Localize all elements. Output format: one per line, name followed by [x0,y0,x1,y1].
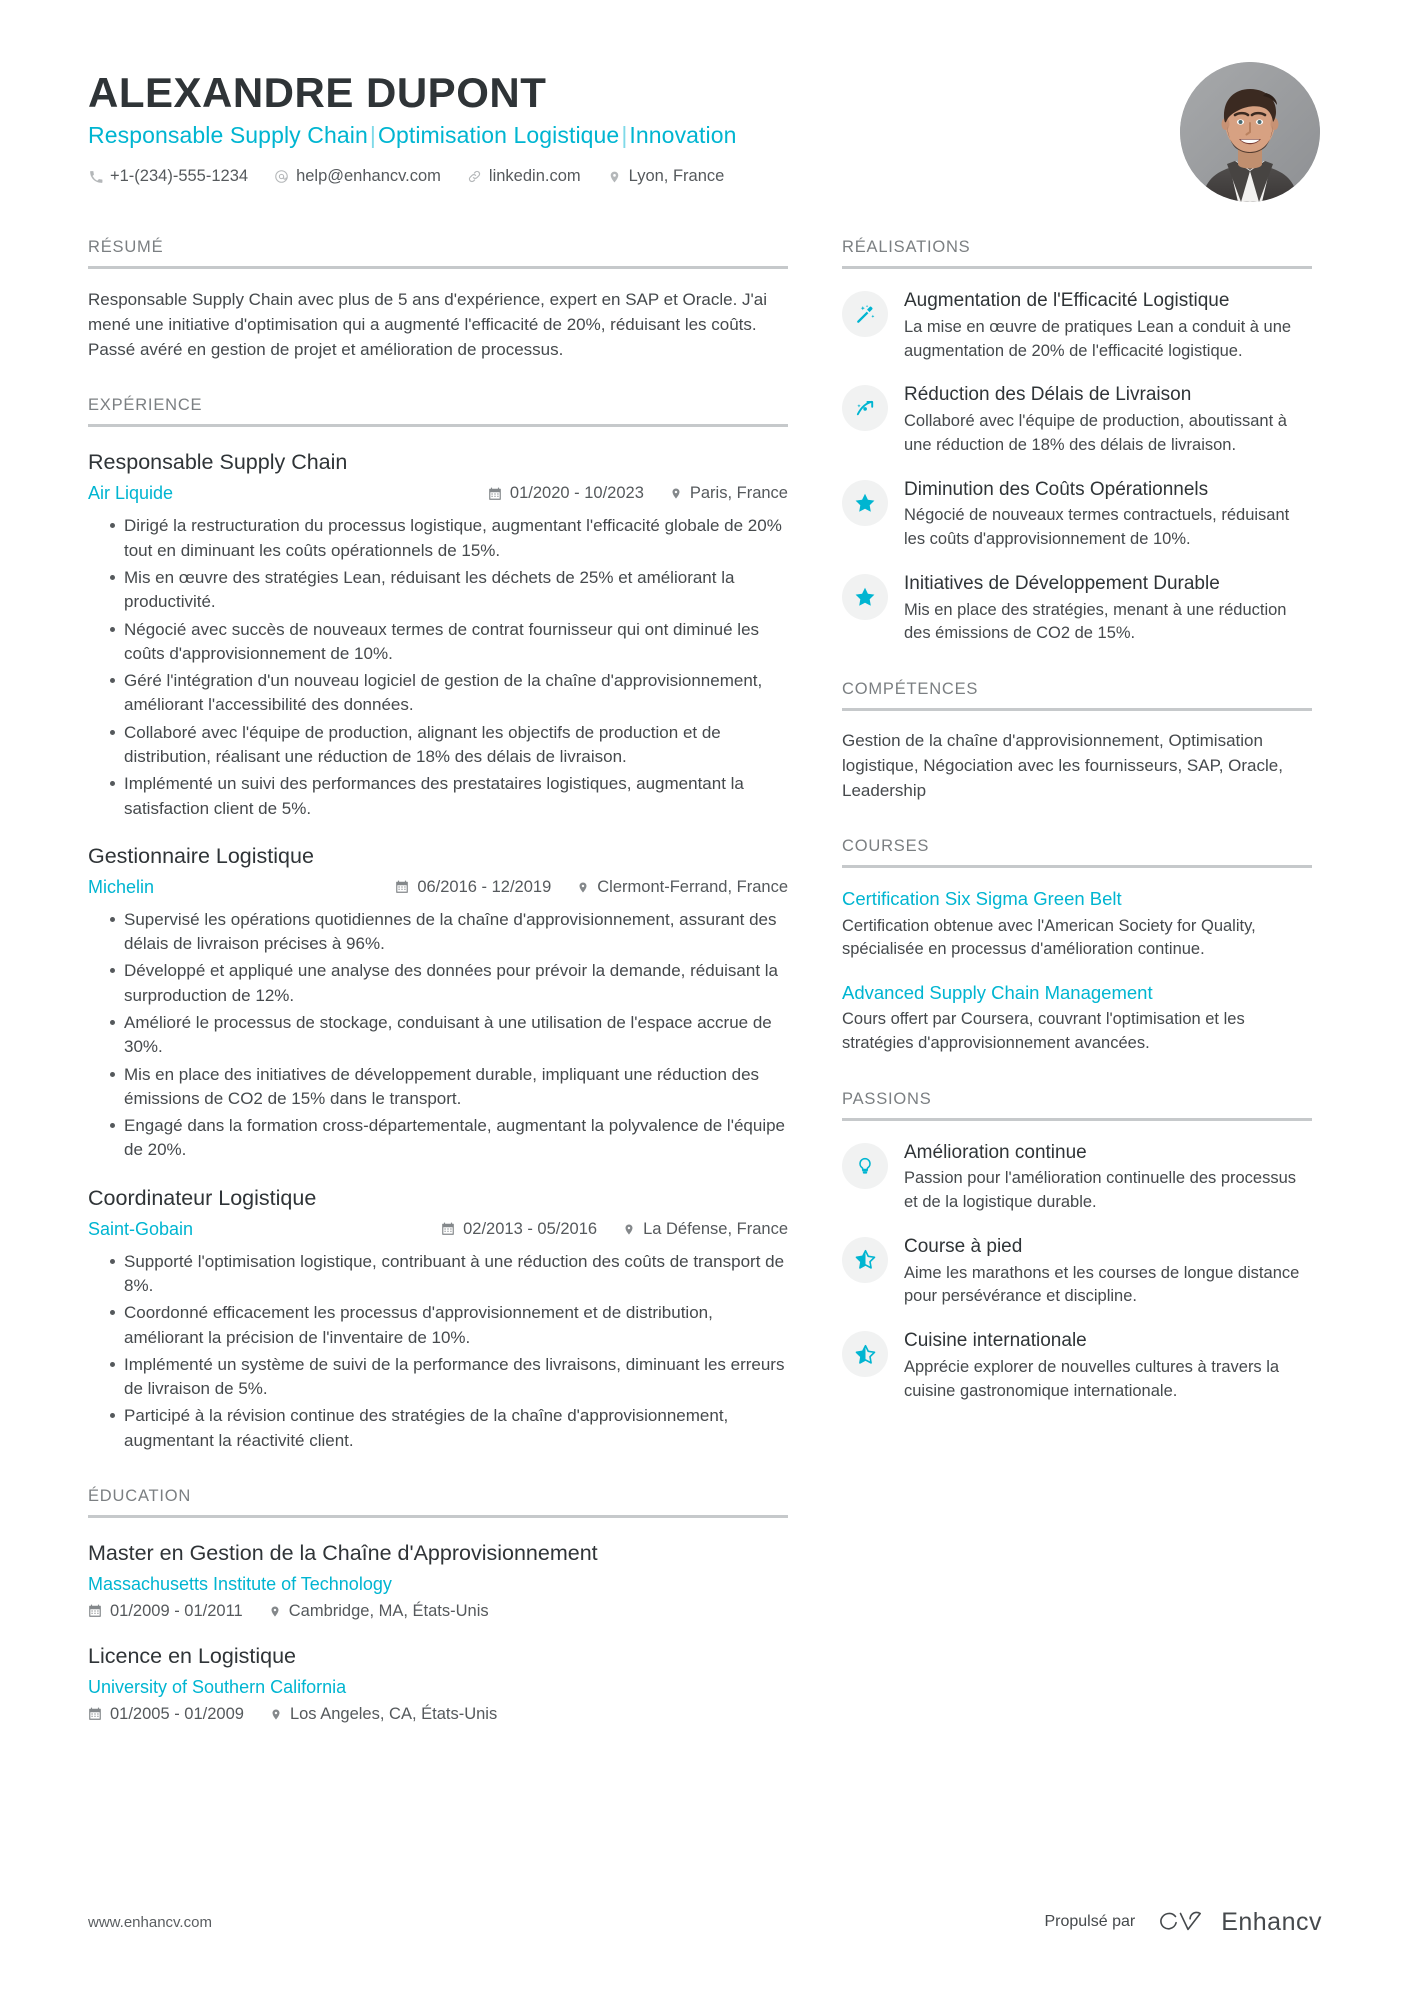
contact-location[interactable] [607,167,725,186]
contact-location-text: Lyon, France [628,167,725,186]
phone-icon [88,169,103,185]
achievement-description: La mise en œuvre de pratiques Lean a conduit à une augmentation de 20% de l'efficacité logistique. [904,317,1292,360]
education-location-text: Los Angeles, CA, États-Unis [289,1704,498,1723]
headline-part-2: Optimisation Logistique [377,122,620,149]
list-item: Dirigé la restructuration du processus logistique, augmentant l'efficacité globale de 20% tout en diminuant les coûts opérationnels de 15%. [110,514,788,563]
section-courses [842,837,1312,1055]
education-meta [88,1602,788,1621]
enhancv-logo [1153,1907,1322,1937]
calendar-icon [488,487,502,501]
passion-description: Apprécie explorer de nouvelles cultures à travers la cuisine gastronomique internationale. [904,1357,1280,1400]
contact-email[interactable] [274,167,441,186]
list-item: Géré l'intégration d'un nouveau logiciel de gestion de la chaîne d'approvisionnement, améliorant l'accessibilité des données. [110,669,788,718]
professional-headline [88,122,737,149]
education-location [270,1705,497,1724]
achievement-item [842,383,1312,457]
education-meta [88,1705,788,1724]
company-name[interactable]: Saint-Gobain [88,1218,194,1239]
header-left [88,62,737,186]
course-item [842,887,1312,962]
avatar [1180,62,1320,202]
contact-link-text: linkedin.com [488,167,581,186]
skills-text: Gestion de la chaîne d'approvisionnement, Optimisation logistique, Négociation avec les fournisseurs, SAP, Oracle, Leadership [842,731,1283,801]
education-dates-text: 01/2005 - 01/2009 [110,1704,244,1723]
job-title: Responsable Supply Chain [88,450,348,475]
headline-part-3: Innovation [629,122,737,149]
star-icon [842,574,888,620]
powered-by-label: Propulsé par [1044,1913,1136,1930]
achievement-body [904,478,1312,552]
section-title-summary: RÉSUMÉ [88,238,788,269]
experience-entry [88,1185,788,1453]
enhancv-wordmark: Enhancv [1221,1907,1322,1936]
achievement-description: Mis en place des stratégies, menant à une réduction des émissions de CO2 de 15%. [904,600,1287,643]
section-achievements [842,238,1312,646]
achievement-heading: Initiatives de Développement Durable [904,572,1220,594]
resume-header [88,62,1322,202]
achievement-heading: Diminution des Coûts Opérationnels [904,478,1209,500]
footer-branding [1044,1907,1322,1937]
link-icon [467,169,482,185]
education-location [269,1602,489,1621]
resume-body [88,238,1322,1724]
job-title: Gestionnaire Logistique [88,843,314,868]
half-star-icon [842,1237,888,1283]
job-dates [441,1220,597,1239]
job-meta [88,1219,788,1240]
list-item: Collaboré avec l'équipe de production, alignant les objectifs de production et de distribution, réalisant une réduction de 18% des délais de livraison. [110,721,788,770]
list-item: Mis en place des initiatives de développement durable, impliquant une réduction des émissions de CO2 de 15% dans le transport. [110,1063,788,1112]
course-name[interactable]: Certification Six Sigma Green Belt [842,888,1122,910]
location-icon [623,1222,635,1237]
section-title-skills: COMPÉTENCES [842,680,1312,711]
job-location-text: La Défense, France [643,1219,788,1238]
left-column [88,238,788,1724]
right-column [842,238,1312,1403]
job-dates-text: 01/2020 - 10/2023 [509,484,644,503]
section-education [88,1487,788,1724]
page-footer [88,1907,1322,1937]
location-icon [270,1707,282,1722]
passion-item [842,1235,1312,1309]
education-dates-text: 01/2009 - 01/2011 [110,1601,243,1620]
job-bullets [88,514,788,821]
passion-item [842,1141,1312,1215]
job-title: Coordinateur Logistique [88,1185,317,1210]
headline-part-1: Responsable Supply Chain [88,122,368,149]
achievement-body [904,572,1312,646]
achievement-item [842,572,1312,646]
achievement-description: Collaboré avec l'équipe de production, aboutissant à une réduction de 18% des délais de livraison. [904,412,1287,454]
contact-phone-text: +1-(234)-555-1234 [110,167,249,186]
achievement-description: Négocié de nouveaux termes contractuels, réduisant les coûts d'approvisionnement de 10%. [904,506,1290,548]
company-name[interactable]: Air Liquide [88,483,174,504]
passion-body [904,1141,1312,1215]
summary-text: Responsable Supply Chain avec plus de 5 ans d'expérience, expert en SAP et Oracle. J'ai mené une initiative d'optimisation qui a augmenté l'efficacité de 20%, réduisant les coûts. Passé avéré en gestion de projet et amélioration de processus. [88,290,768,360]
footer-url[interactable]: www.enhancv.com [88,1913,212,1931]
section-title-passions: PASSIONS [842,1090,1312,1121]
degree-title: Master en Gestion de la Chaîne d'Approvisionnement [88,1541,598,1565]
contact-list [88,167,737,186]
trend-arrow-icon [842,385,888,431]
achievement-item [842,478,1312,552]
achievement-heading: Augmentation de l'Efficacité Logistique [904,290,1230,311]
achievement-body [904,383,1312,457]
education-entry [88,1540,788,1621]
location-icon [577,880,589,895]
course-description: Certification obtenue avec l'American Society for Quality, spécialisée en processus d'amélioration continue. [842,916,1256,959]
course-description: Cours offert par Coursera, couvrant l'optimisation et les stratégies d'approvisionnement avancées. [842,1010,1245,1052]
section-title-achievements: RÉALISATIONS [842,238,1312,269]
location-icon [670,486,682,501]
job-location [623,1220,788,1239]
course-name[interactable]: Advanced Supply Chain Management [842,982,1153,1004]
passion-body [904,1329,1312,1403]
degree-title: Licence en Logistique [88,1643,296,1668]
passion-heading: Course à pied [904,1235,1023,1257]
calendar-icon [395,880,409,894]
list-item: Engagé dans la formation cross-départementale, augmentant la polyvalence de l'équipe de 20%. [110,1114,788,1163]
contact-email-text: help@enhancv.com [296,167,441,186]
section-title-education: ÉDUCATION [88,1487,788,1518]
job-bullets [88,1250,788,1453]
education-entry [88,1643,788,1724]
job-location [670,484,788,503]
location-icon [269,1604,281,1619]
job-dates-text: 02/2013 - 05/2016 [463,1219,598,1238]
list-item: Mis en œuvre des stratégies Lean, réduisant les déchets de 25% et améliorant la productivité. [110,566,788,615]
achievement-item [842,289,1312,363]
job-location-text: Paris, France [689,484,788,503]
calendar-icon [88,1707,102,1721]
education-dates [88,1602,243,1621]
job-meta [88,877,788,898]
list-item: Coordonné efficacement les processus d'approvisionnement et de distribution, améliorant la précision de l'inventaire de 10%. [110,1301,788,1350]
achievement-body [904,289,1312,363]
section-skills [842,680,1312,803]
star-icon [842,480,888,526]
list-item: Supervisé les opérations quotidiennes de la chaîne d'approvisionnement, assurant des délais de livraison précises à 96%. [110,908,788,957]
job-meta [88,483,788,504]
passion-body [904,1235,1312,1309]
passion-description: Aime les marathons et les courses de longue distance pour persévérance et discipline. [904,1263,1300,1306]
job-dates [395,878,551,897]
email-icon [274,169,289,185]
passion-item [842,1329,1312,1403]
job-location-text: Clermont-Ferrand, France [597,877,788,896]
job-location [577,878,788,897]
calendar-icon [88,1604,102,1618]
experience-entry [88,843,788,1163]
list-item: Développé et appliqué une analyse des données pour prévoir la demande, réduisant la surproduction de 12%. [110,959,788,1008]
experience-entry [88,449,788,820]
course-item [842,981,1312,1056]
enhancv-mark-icon [1153,1907,1209,1937]
section-title-experience: EXPÉRIENCE [88,396,788,427]
headline-separator-1: | [369,122,376,149]
job-bullets [88,908,788,1163]
company-name[interactable]: Michelin [88,876,155,897]
magic-wand-icon [842,291,888,337]
job-dates [488,484,644,503]
list-item: Participé à la révision continue des stratégies de la chaîne d'approvisionnement, augmentant la réactivité client. [110,1404,788,1453]
education-location-text: Cambridge, MA, États-Unis [288,1601,489,1620]
list-item: Amélioré le processus de stockage, conduisant à une utilisation de l'espace accrue de 30%. [110,1011,788,1060]
section-passions [842,1090,1312,1404]
lightbulb-icon [842,1143,888,1189]
list-item: Négocié avec succès de nouveaux termes de contrat fournisseur qui ont diminué les coûts d'approvisionnement de 10%. [110,618,788,667]
education-dates [88,1705,244,1724]
list-item: Implémenté un système de suivi de la performance des livraisons, diminuant les erreurs de livraison de 5%. [110,1353,788,1402]
contact-phone[interactable] [88,167,248,186]
section-experience [88,396,788,1453]
school-name[interactable]: Massachusetts Institute of Technology [88,1573,392,1594]
passion-description: Passion pour l'amélioration continuelle des processus et de la logistique durable. [904,1169,1297,1212]
page-title: ALEXANDRE DUPONT [88,69,547,116]
passion-heading: Cuisine internationale [904,1330,1087,1352]
list-item: Supporté l'optimisation logistique, contribuant à une réduction des coûts de transport de 8%. [110,1250,788,1299]
section-summary [88,238,788,362]
passion-heading: Amélioration continue [904,1141,1087,1163]
half-star-icon [842,1331,888,1377]
section-title-courses: COURSES [842,837,1312,868]
list-item: Implémenté un suivi des performances des prestataires logistiques, augmentant la satisfaction client de 5%. [110,772,788,821]
school-name[interactable]: University of Southern California [88,1676,347,1697]
contact-link[interactable] [467,167,581,186]
location-icon [607,169,622,185]
job-dates-text: 06/2016 - 12/2019 [417,877,552,896]
achievement-heading: Réduction des Délais de Livraison [904,384,1192,406]
calendar-icon [441,1222,455,1236]
headline-separator-2: | [621,122,628,149]
